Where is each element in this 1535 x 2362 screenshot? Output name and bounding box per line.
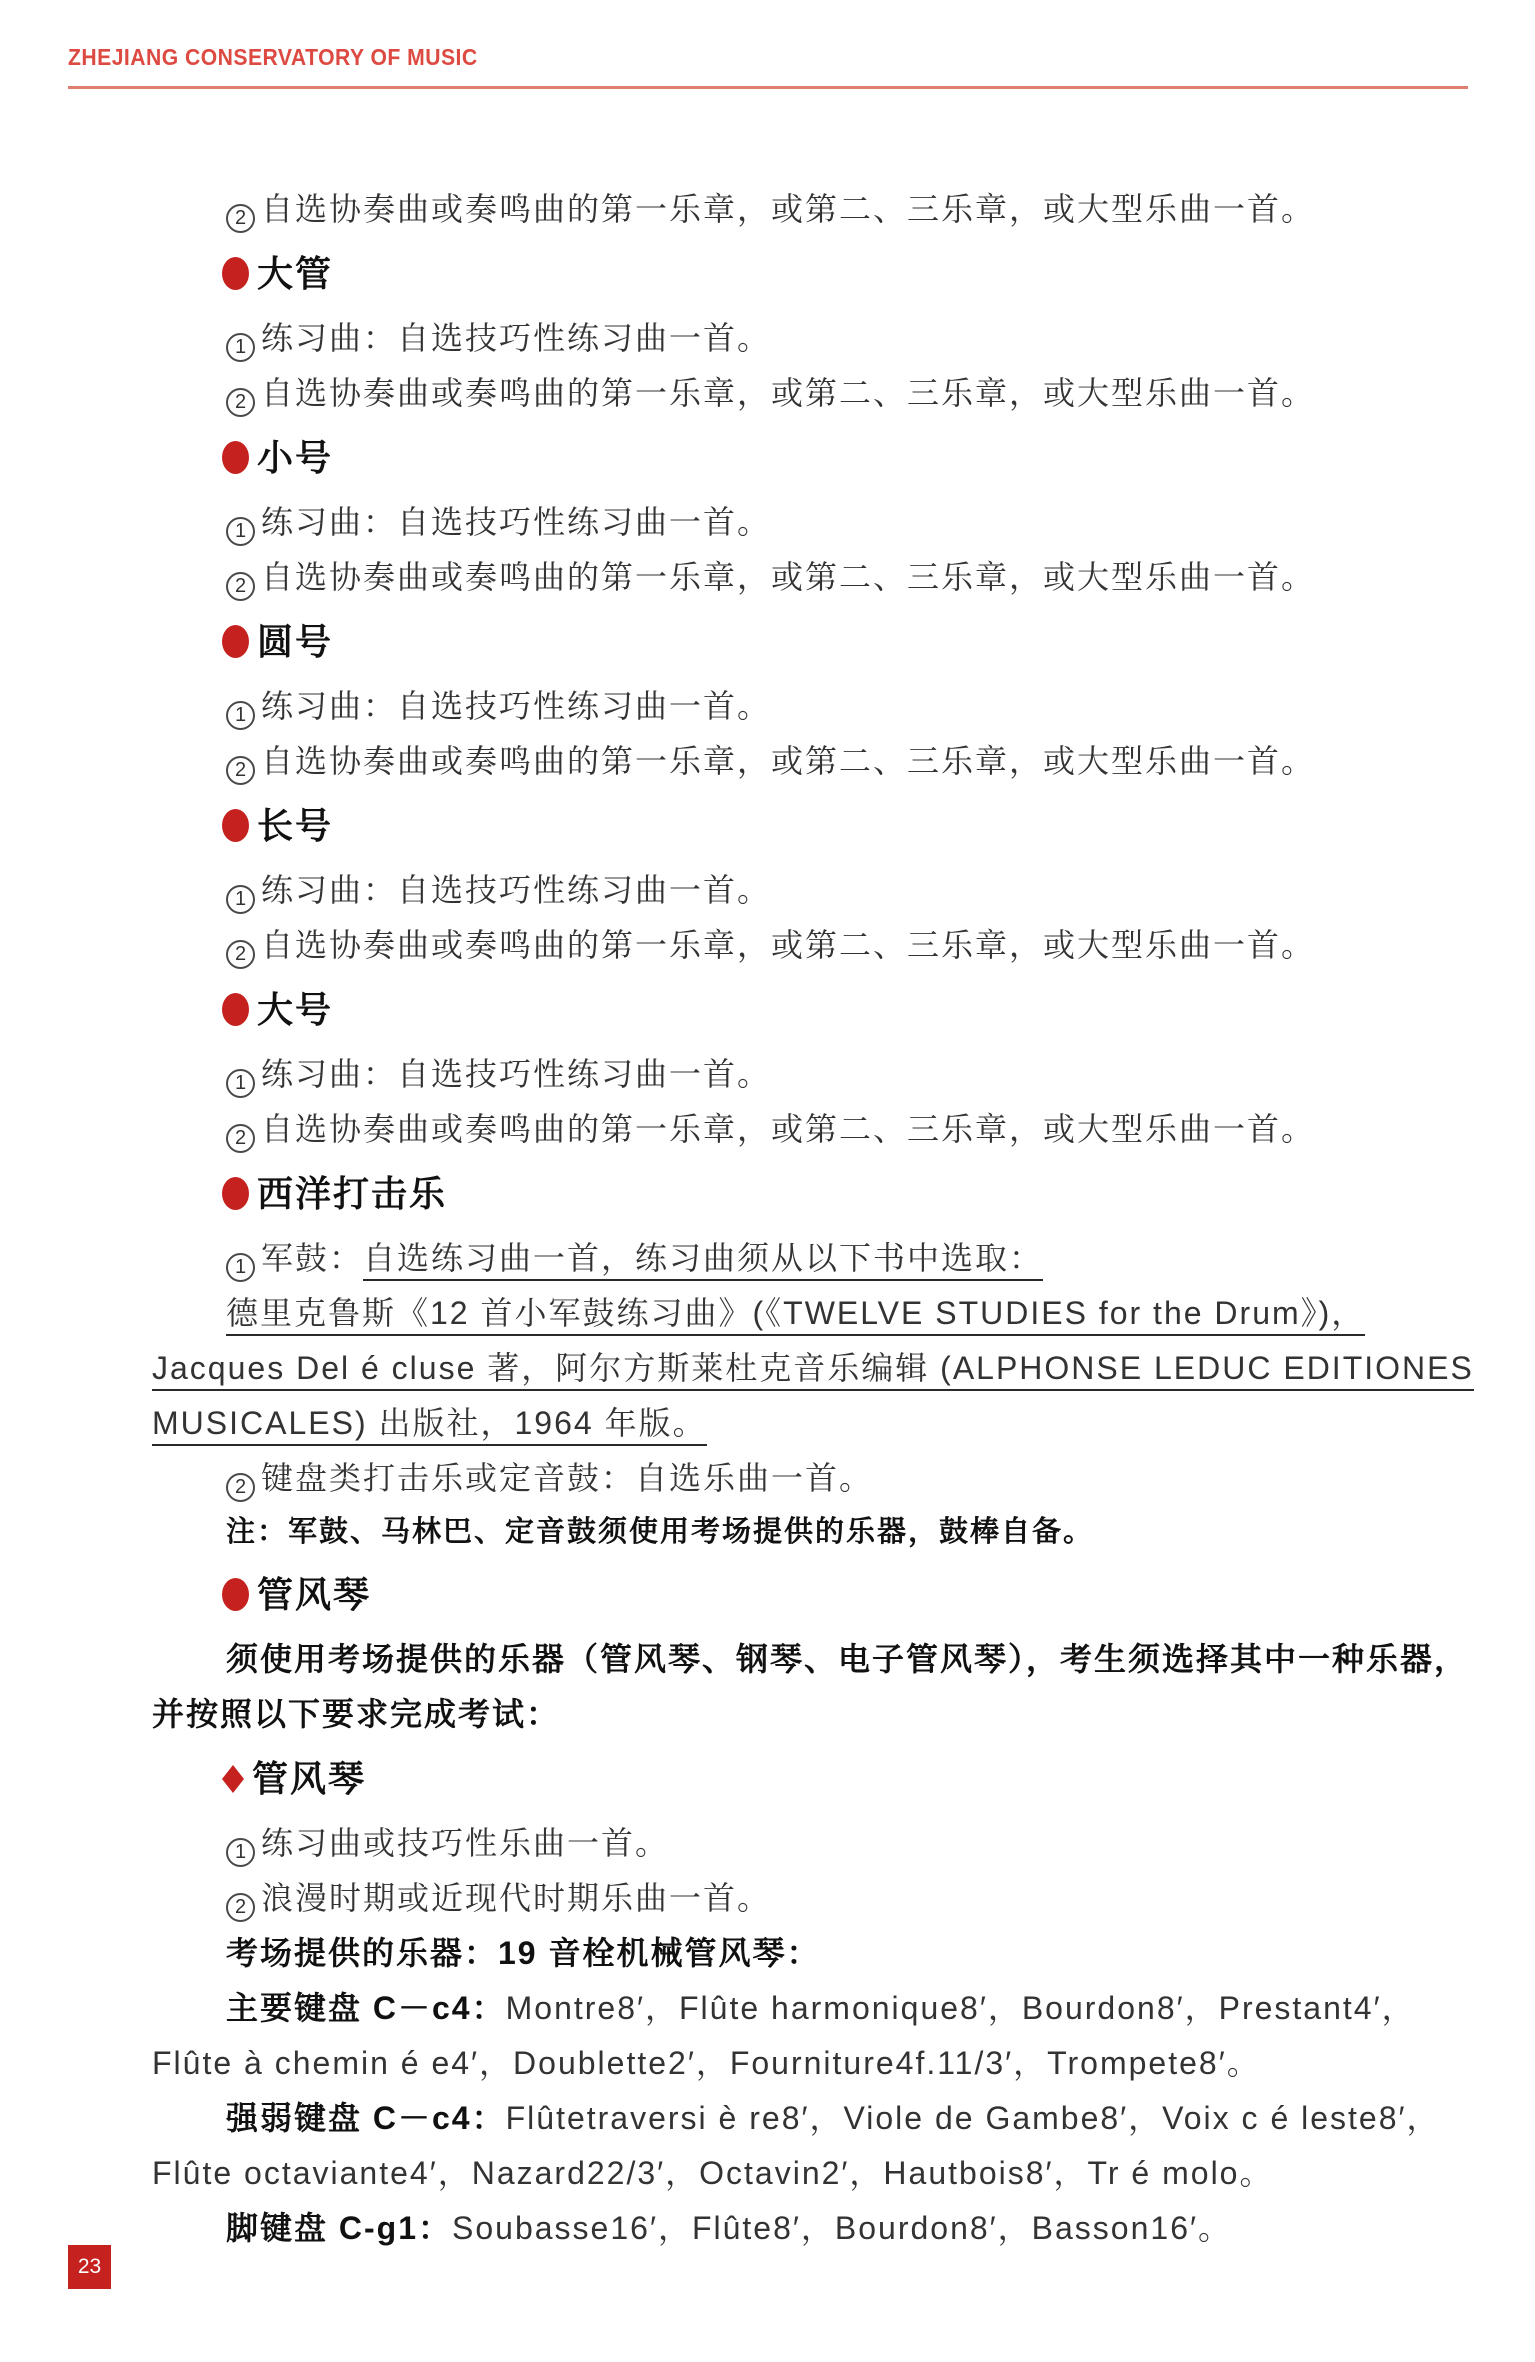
circled-number: 2 — [226, 940, 255, 969]
text-segment: 键盘类打击乐或定音鼓：自选乐曲一首。 — [261, 1460, 874, 1496]
text-segment: 练习曲：自选技巧性练习曲一首。 — [261, 872, 772, 908]
text-segment: Montre8′，Flûte harmonique8′，Bourdon8′，Prestant4′， — [505, 1990, 1416, 2026]
text-segment: 自选协奏曲或奏鸣曲的第一乐章，或第二、三乐章，或大型乐曲一首。 — [261, 191, 1316, 227]
text-segment: 自选协奏曲或奏鸣曲的第一乐章，或第二、三乐章，或大型乐曲一首。 — [261, 559, 1316, 595]
section-title: 管风琴 — [252, 1758, 367, 1799]
circled-number: 2 — [226, 572, 255, 601]
text-line — [0, 1451, 1535, 1506]
text-segment: MUSICALES) 出版社，1964 年版。 — [152, 1405, 707, 1446]
red-dot-bullet-icon — [222, 809, 249, 842]
section-heading — [0, 1166, 1535, 1222]
text-segment: 练习曲：自选技巧性练习曲一首。 — [261, 1056, 772, 1092]
text-segment: 自选协奏曲或奏鸣曲的第一乐章，或第二、三乐章，或大型乐曲一首。 — [261, 1111, 1316, 1147]
text-segment: Soubasse16′，Flûte8′，Bourdon8′，Basson16′。 — [452, 2210, 1232, 2246]
text-segment: Flûte octaviante4′，Nazard22/3′，Octavin2′，Hautbois8′，Tr é molo。 — [152, 2155, 1274, 2191]
section-title: 管风琴 — [257, 1574, 372, 1615]
text-line — [0, 1396, 1535, 1451]
section-heading — [0, 614, 1535, 670]
text-segment: 并按照以下要求完成考试： — [152, 1696, 561, 1732]
section-heading — [0, 1567, 1535, 1623]
text-line — [0, 918, 1535, 973]
text-line — [0, 2091, 1535, 2146]
text-segment: 自选协奏曲或奏鸣曲的第一乐章，或第二、三乐章，或大型乐曲一首。 — [261, 375, 1316, 411]
text-line — [0, 863, 1535, 918]
page-number-badge — [68, 2245, 111, 2289]
text-segment: 须使用考场提供的乐器（管风琴、钢琴、电子管风琴），考生须选择其中一种乐器， — [226, 1641, 1469, 1677]
text-line — [0, 2146, 1535, 2201]
text-line — [0, 1231, 1535, 1286]
red-diamond-bullet-icon — [222, 1765, 244, 1793]
circled-number: 1 — [226, 333, 255, 362]
circled-number: 2 — [226, 1473, 255, 1502]
section-title: 大号 — [257, 989, 334, 1030]
text-line — [0, 182, 1535, 237]
text-segment: Jacques Del é cluse 著，阿尔方斯莱杜克音乐编辑 (ALPHONSE LEDUC EDITIONES — [152, 1350, 1474, 1391]
text-line — [0, 1102, 1535, 1157]
section-title: 西洋打击乐 — [257, 1173, 448, 1214]
text-segment: 军鼓： — [261, 1240, 364, 1276]
circled-number: 2 — [226, 1124, 255, 1153]
circled-number: 1 — [226, 1838, 255, 1867]
text-line — [0, 311, 1535, 366]
text-line — [0, 1506, 1535, 1558]
red-dot-bullet-icon — [222, 625, 249, 658]
text-segment: 练习曲：自选技巧性练习曲一首。 — [261, 320, 772, 356]
text-segment: 自选练习曲一首，练习曲须从以下书中选取： — [363, 1240, 1043, 1281]
section-heading — [0, 430, 1535, 486]
red-dot-bullet-icon — [222, 1578, 249, 1611]
text-line — [0, 1687, 1535, 1742]
text-line — [0, 550, 1535, 605]
text-line — [0, 1047, 1535, 1102]
text-segment: 注：军鼓、马林巴、定音鼓须使用考场提供的乐器，鼓棒自备。 — [226, 1516, 1095, 1548]
text-line — [0, 734, 1535, 789]
red-dot-bullet-icon — [222, 993, 249, 1026]
circled-number: 1 — [226, 1253, 255, 1282]
text-line — [0, 1286, 1535, 1341]
text-segment: 强弱键盘 C－c4： — [226, 2100, 506, 2136]
text-segment: 考场提供的乐器：19 音栓机械管风琴： — [226, 1935, 821, 1971]
text-segment: 自选协奏曲或奏鸣曲的第一乐章，或第二、三乐章，或大型乐曲一首。 — [261, 927, 1316, 963]
section-heading — [0, 246, 1535, 302]
text-segment: 浪漫时期或近现代时期乐曲一首。 — [261, 1880, 772, 1916]
text-segment: Flûte à chemin é e4′，Doublette2′，Fourniture4f.11/3′，Trompete8′。 — [152, 2045, 1261, 2081]
section-title: 长号 — [257, 805, 334, 846]
text-line — [0, 2036, 1535, 2091]
circled-number: 2 — [226, 388, 255, 417]
text-line — [0, 1871, 1535, 1926]
red-dot-bullet-icon — [222, 1177, 249, 1210]
section-heading — [0, 798, 1535, 854]
text-line — [0, 1632, 1535, 1687]
text-line — [0, 495, 1535, 550]
text-segment: 自选协奏曲或奏鸣曲的第一乐章，或第二、三乐章，或大型乐曲一首。 — [261, 743, 1316, 779]
text-segment: Flûtetraversi è re8′，Viole de Gambe8′，Voix c é leste8′， — [505, 2100, 1441, 2136]
circled-number: 2 — [226, 1893, 255, 1922]
text-segment: 练习曲：自选技巧性练习曲一首。 — [261, 504, 772, 540]
text-segment: 练习曲或技巧性乐曲一首。 — [261, 1825, 670, 1861]
circled-number: 1 — [226, 885, 255, 914]
text-line — [0, 1816, 1535, 1871]
text-line — [0, 679, 1535, 734]
text-line — [0, 366, 1535, 421]
circled-number: 2 — [226, 756, 255, 785]
text-segment: 主要键盘 C－c4： — [226, 1990, 506, 2026]
text-segment: 德里克鲁斯《12 首小军鼓练习曲》(《TWELVE STUDIES for the Drum》)， — [226, 1295, 1365, 1336]
header-title: ZHEJIANG CONSERVATORY OF MUSIC — [68, 44, 478, 70]
text-line — [0, 1926, 1535, 1981]
text-line — [0, 1981, 1535, 2036]
red-dot-bullet-icon — [222, 441, 249, 474]
text-segment: 练习曲：自选技巧性练习曲一首。 — [261, 688, 772, 724]
circled-number: 1 — [226, 701, 255, 730]
text-line — [0, 1341, 1535, 1396]
circled-number: 1 — [226, 1069, 255, 1098]
circled-number: 1 — [226, 517, 255, 546]
text-segment: 脚键盘 C-g1： — [226, 2210, 453, 2246]
text-line — [0, 2201, 1535, 2256]
section-title: 小号 — [257, 437, 334, 478]
section-title: 大管 — [257, 253, 334, 294]
section-heading — [0, 982, 1535, 1038]
page-number: 23 — [77, 2255, 102, 2278]
section-heading — [0, 1751, 1535, 1807]
section-title: 圆号 — [257, 621, 334, 662]
circled-number: 2 — [226, 204, 255, 233]
red-dot-bullet-icon — [222, 257, 249, 290]
